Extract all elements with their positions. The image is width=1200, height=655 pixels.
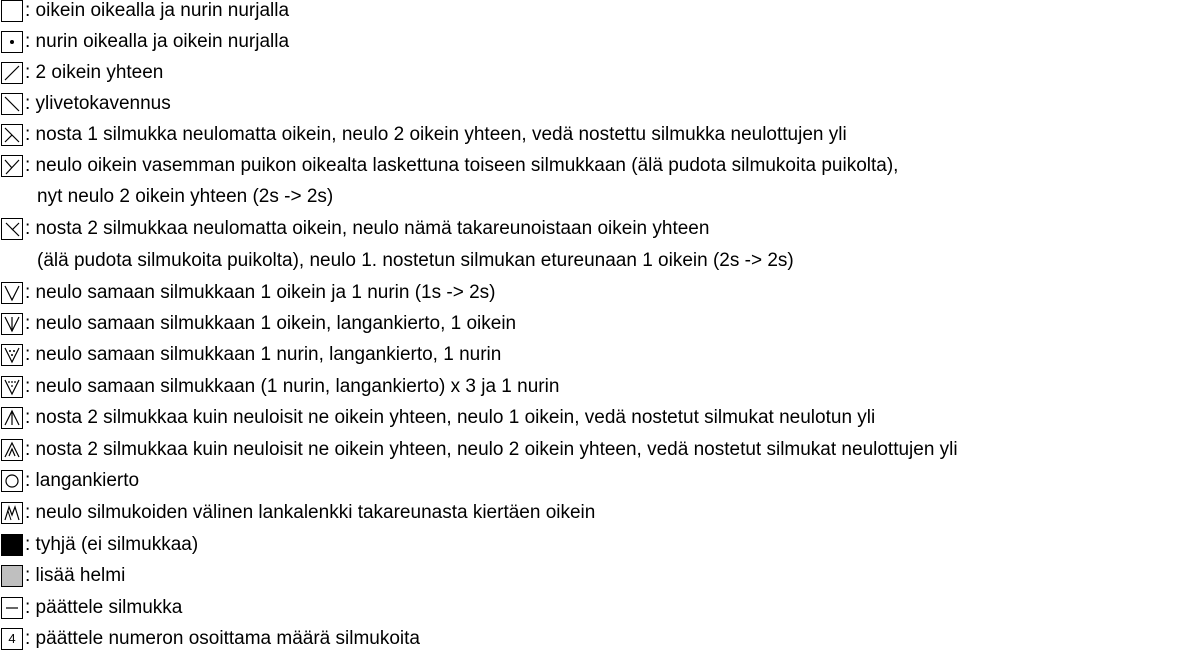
legend-text: : neulo silmukoiden välinen lankalenkki takareunasta kiertäen oikein — [25, 501, 596, 523]
v-dots-triple-icon — [1, 376, 23, 398]
legend-row-sk2p — [0, 119, 847, 150]
legend-row-knit — [0, 0, 289, 26]
legend-row-m1 — [0, 497, 595, 528]
legend-text: : nosta 2 silmukkaa neulomatta oikein, neulo nämä takareunoistaan oikein yhteen — [25, 217, 710, 239]
gray-square-icon — [1, 565, 23, 587]
legend-row-s2k2p — [0, 434, 958, 465]
v-line-icon — [1, 313, 23, 335]
symbol-number: 4 — [8, 631, 16, 646]
legend-text: : tyhjä (ei silmukkaa) — [25, 533, 199, 555]
legend-row-cross-right — [0, 150, 898, 181]
legend-row-cross-left — [0, 213, 709, 244]
legend-row-yo — [0, 465, 139, 496]
legend-text: : neulo samaan silmukkaan (1 nurin, langankierto) x 3 ja 1 nurin — [25, 375, 560, 397]
legend-text: : 2 oikein yhteen — [25, 61, 164, 83]
legend-text: : nosta 2 silmukkaa kuin neuloisit ne oikein yhteen, neulo 1 oikein, vedä nostetut silmukat neulotun yli — [25, 406, 876, 428]
legend-text: : neulo oikein vasemman puikon oikealta laskettuna toiseen silmukkaan (älä pudota silmukoita puikolta), — [25, 154, 899, 176]
slash-icon — [1, 62, 23, 84]
legend-row-no-stitch — [0, 529, 198, 560]
v-icon — [1, 282, 23, 304]
legend-text: : nosta 1 silmukka neulomatta oikein, neulo 2 oikein yhteen, vedä nostettu silmukka neulottujen yli — [25, 123, 847, 145]
legend-row-s2kp — [0, 402, 875, 433]
legend-text: : neulo samaan silmukkaan 1 oikein, langankierto, 1 oikein — [25, 312, 517, 334]
legend-row-bind-off-number — [0, 623, 420, 654]
legend-text: : lisää helmi — [25, 564, 126, 586]
black-square-icon — [1, 534, 23, 556]
circle-icon — [1, 470, 23, 492]
dash-icon — [1, 597, 23, 619]
backslash-v-icon — [1, 124, 23, 146]
legend-text: : oikein oikealla ja nurin nurjalla — [25, 0, 290, 21]
y-shape-icon — [1, 155, 23, 177]
backslash-icon — [1, 93, 23, 115]
legend-text: : ylivetokavennus — [25, 92, 171, 114]
legend-row-purl — [0, 26, 289, 57]
dot-icon — [1, 31, 23, 53]
legend-row-bind-off — [0, 592, 182, 623]
v-dots-icon — [1, 344, 23, 366]
legend-text: : neulo samaan silmukkaan 1 nurin, langankierto, 1 nurin — [25, 343, 502, 365]
legend-text: : neulo samaan silmukkaan 1 oikein ja 1 nurin (1s -> 2s) — [25, 281, 496, 303]
legend-row-bead — [0, 560, 125, 591]
legend-row-kfb — [0, 277, 496, 308]
number-square-icon — [1, 628, 23, 650]
legend-continuation: nyt neulo 2 oikein yhteen (2s -> 2s) — [37, 185, 334, 207]
legend-text: : langankierto — [25, 469, 140, 491]
m-shape-icon — [1, 502, 23, 524]
caret-triangle-icon — [1, 439, 23, 461]
legend-row-ssk — [0, 88, 171, 119]
legend-row-k2tog — [0, 57, 163, 88]
less-than-icon — [1, 218, 23, 240]
legend-text: : päättele numeron osoittama määrä silmukoita — [25, 627, 420, 649]
legend-row-p-yo-p — [0, 339, 501, 370]
legend-row-k-yo-k — [0, 308, 516, 339]
legend-text: : nurin oikealla ja oikein nurjalla — [25, 30, 290, 52]
blank-square-icon — [1, 0, 23, 22]
legend-text: : päättele silmukka — [25, 596, 183, 618]
legend-row-p-yo-x3 — [0, 371, 559, 402]
caret-line-icon — [1, 407, 23, 429]
legend-text: : nosta 2 silmukkaa kuin neuloisit ne oikein yhteen, neulo 2 oikein yhteen, vedä nostetut silmukat neulottujen yli — [25, 438, 958, 460]
legend-continuation: (älä pudota silmukoita puikolta), neulo 1. nostetun silmukan etureunaan 1 oikein (2s -> 2s) — [37, 249, 794, 271]
